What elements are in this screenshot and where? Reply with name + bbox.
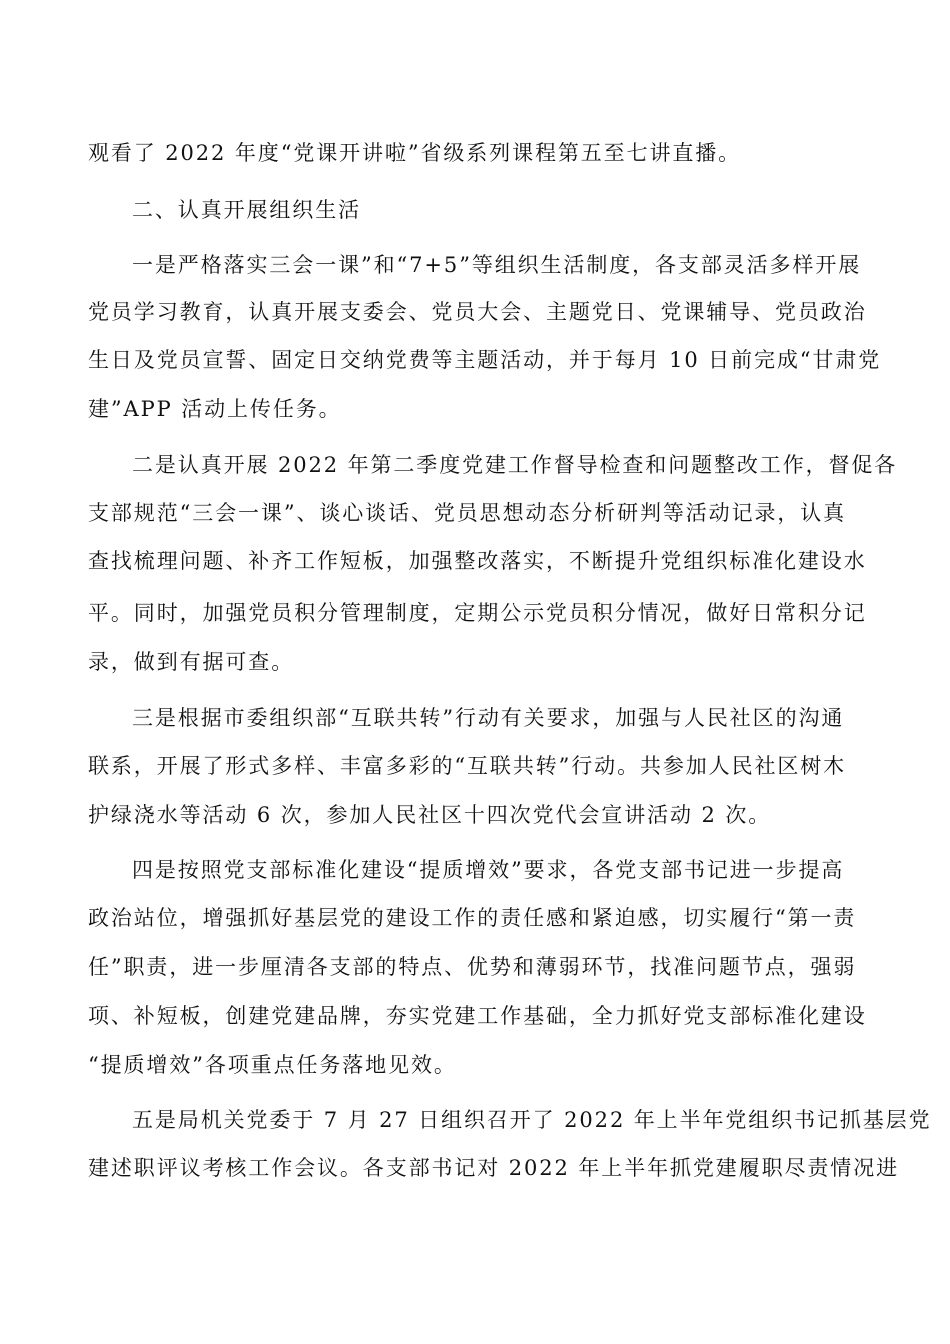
paragraph-line: 三是根据市委组织部“互联共转”行动有关要求，加强与人民社区的沟通 [132, 706, 845, 730]
paragraph-line: 观看了 2022 年度“党课开讲啦”省级系列课程第五至七讲直播。 [88, 141, 742, 165]
paragraph-line: 查找梳理问题、补齐工作短板，加强整改落实，不断提升党组织标准化建设水 [88, 549, 867, 573]
paragraph-line: 建述职评议考核工作会议。各支部书记对 2022 年上半年抓党建履职尽责情况进 [88, 1156, 899, 1180]
paragraph-line: 一是严格落实三会一课”和“7+5”等组织生活制度，各支部灵活多样开展 [132, 253, 862, 277]
paragraph-line: 支部规范“三会一课”、谈心谈话、党员思想动态分析研判等活动记录，认真 [88, 501, 847, 525]
paragraph-line: 联系，开展了形式多样、丰富多彩的“互联共转”行动。共参加人民社区树木 [88, 754, 847, 778]
paragraph-line: 建”APP 活动上传任务。 [88, 397, 342, 421]
paragraph-line: 项、补短板，创建党建品牌，夯实党建工作基础，全力抓好党支部标准化建设 [88, 1004, 867, 1028]
section-heading: 二、认真开展组织生活 [132, 198, 361, 222]
paragraph-line: “提质增效”各项重点任务落地见效。 [88, 1053, 457, 1077]
paragraph-line: 录，做到有据可查。 [88, 650, 295, 674]
paragraph-line: 五是局机关党委于 7 月 27 日组织召开了 2022 年上半年党组织书记抓基层党 [132, 1108, 932, 1132]
paragraph-line: 政治站位，增强抓好基层党的建设工作的责任感和紧迫感，切实履行“第一责 [88, 906, 857, 930]
paragraph-line: 二是认真开展 2022 年第二季度党建工作督导检查和问题整改工作，督促各 [132, 453, 898, 477]
paragraph-line: 护绿浇水等活动 6 次，参加人民社区十四次党代会宣讲活动 2 次。 [88, 803, 772, 827]
paragraph-line: 生日及党员宣誓、固定日交纳党费等主题活动，并于每月 10 日前完成“甘肃党 [88, 348, 882, 372]
paragraph-line: 平。同时，加强党员积分管理制度，定期公示党员积分情况，做好日常积分记 [88, 601, 867, 625]
paragraph-line: 任”职责，进一步厘清各支部的特点、优势和薄弱环节，找准问题节点，强弱 [88, 955, 857, 979]
paragraph-line: 党员学习教育，认真开展支委会、党员大会、主题党日、党课辅导、党员政治 [88, 300, 867, 324]
paragraph-line: 四是按照党支部标准化建设“提质增效”要求，各党支部书记进一步提高 [132, 858, 845, 882]
